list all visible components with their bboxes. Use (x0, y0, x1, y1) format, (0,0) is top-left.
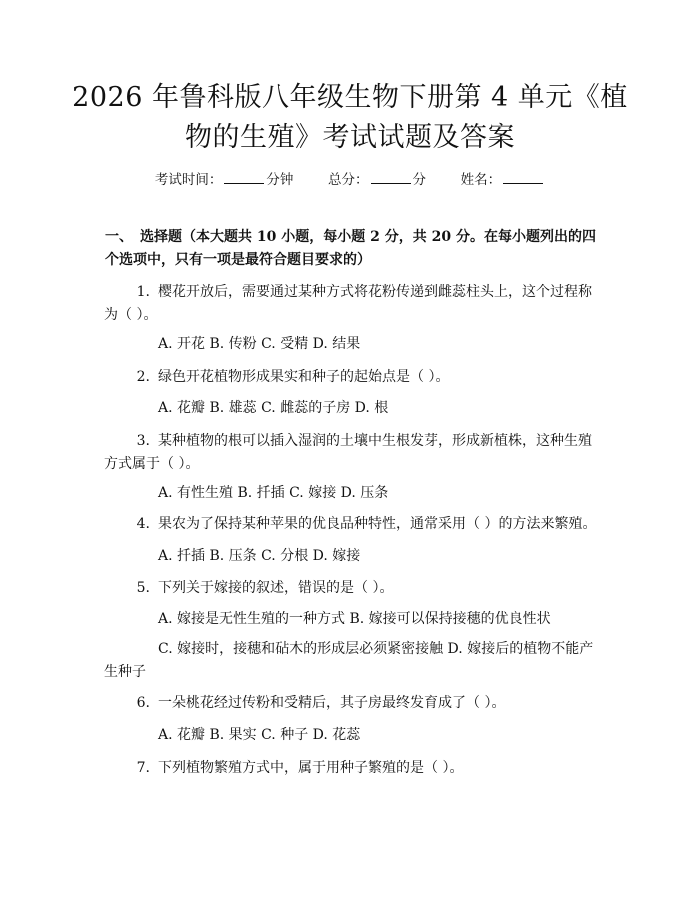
page-title: 2026 年鲁科版八年级生物下册第 4 单元《植物的生殖》考试试题及答案 (72, 82, 628, 153)
time-blank (224, 171, 264, 184)
exam-meta (0, 168, 700, 188)
question-text: 果农为了保持某种苹果的优良品种特性，通常采用（ ）的方法来繁殖。 (158, 516, 597, 532)
question-6 (104, 692, 601, 715)
question-number: 3. (136, 433, 150, 449)
question-5-options (104, 608, 601, 631)
question-text: 绿色开花植物形成果实和种子的起始点是（ ）。 (158, 369, 450, 385)
question-number: 7. (136, 760, 150, 776)
time-label: 考试时间： (154, 172, 223, 188)
score-unit: 分 (412, 172, 426, 188)
question-7 (104, 757, 601, 780)
question-1-options (104, 333, 601, 356)
question-number: 5. (136, 580, 150, 596)
score-label: 总分： (328, 172, 369, 188)
question-3-options (104, 482, 601, 505)
question-number: 4. (136, 516, 150, 532)
question-3 (104, 430, 601, 476)
name-blank (503, 171, 543, 184)
question-5 (104, 577, 601, 600)
question-4 (104, 513, 601, 536)
options-line: A. 有性生殖 B. 扦插 C. 嫁接 D. 压条 (158, 485, 389, 501)
question-text: 下列关于嫁接的叙述，错误的是（ ）。 (158, 580, 394, 596)
question-number: 1. (136, 284, 150, 300)
question-1 (104, 281, 601, 327)
options-line: A. 开花 B. 传粉 C. 受精 D. 结果 (158, 336, 361, 352)
question-number: 2. (136, 369, 150, 385)
question-text: 下列植物繁殖方式中，属于用种子繁殖的是（ ）。 (158, 760, 464, 776)
score-blank (371, 171, 411, 184)
options-line: A. 花瓣 B. 果实 C. 种子 D. 花蕊 (158, 727, 361, 743)
section-heading: 一、 选择题（本大题共 10 小题，每小题 2 分，共 20 分。在每小题列出的四个选项中，只有一项是最符合题目要求的） (105, 229, 596, 268)
options-line: A. 嫁接是无性生殖的一种方式 B. 嫁接可以保持接穗的优良性状 (158, 611, 551, 627)
name-label: 姓名： (460, 172, 502, 188)
options-line: A. 扦插 B. 压条 C. 分根 D. 嫁接 (158, 548, 361, 564)
question-2 (104, 366, 601, 389)
question-number: 6. (136, 695, 150, 711)
question-4-options (104, 545, 601, 568)
question-2-options (104, 397, 601, 420)
question-text: 一朵桃花经过传粉和受精后，其子房最终发育成了（ ）。 (158, 695, 506, 711)
question-6-options (104, 724, 601, 747)
question-text: 某种植物的根可以插入湿润的土壤中生根发芽，形成新植株，这种生殖方式属于（ ）。 (104, 433, 592, 472)
time-unit: 分钟 (266, 172, 294, 188)
question-text: 樱花开放后，需要通过某种方式将花粉传递到雌蕊柱头上，这个过程称为（ ）。 (104, 284, 592, 323)
options-line: A. 花瓣 B. 雄蕊 C. 雌蕊的子房 D. 根 (158, 400, 389, 416)
question-5-options-2 (104, 638, 601, 684)
options-line: C. 嫁接时，接穗和砧木的形成层必须紧密接触 D. 嫁接后的植物不能产生种子 (104, 641, 594, 680)
